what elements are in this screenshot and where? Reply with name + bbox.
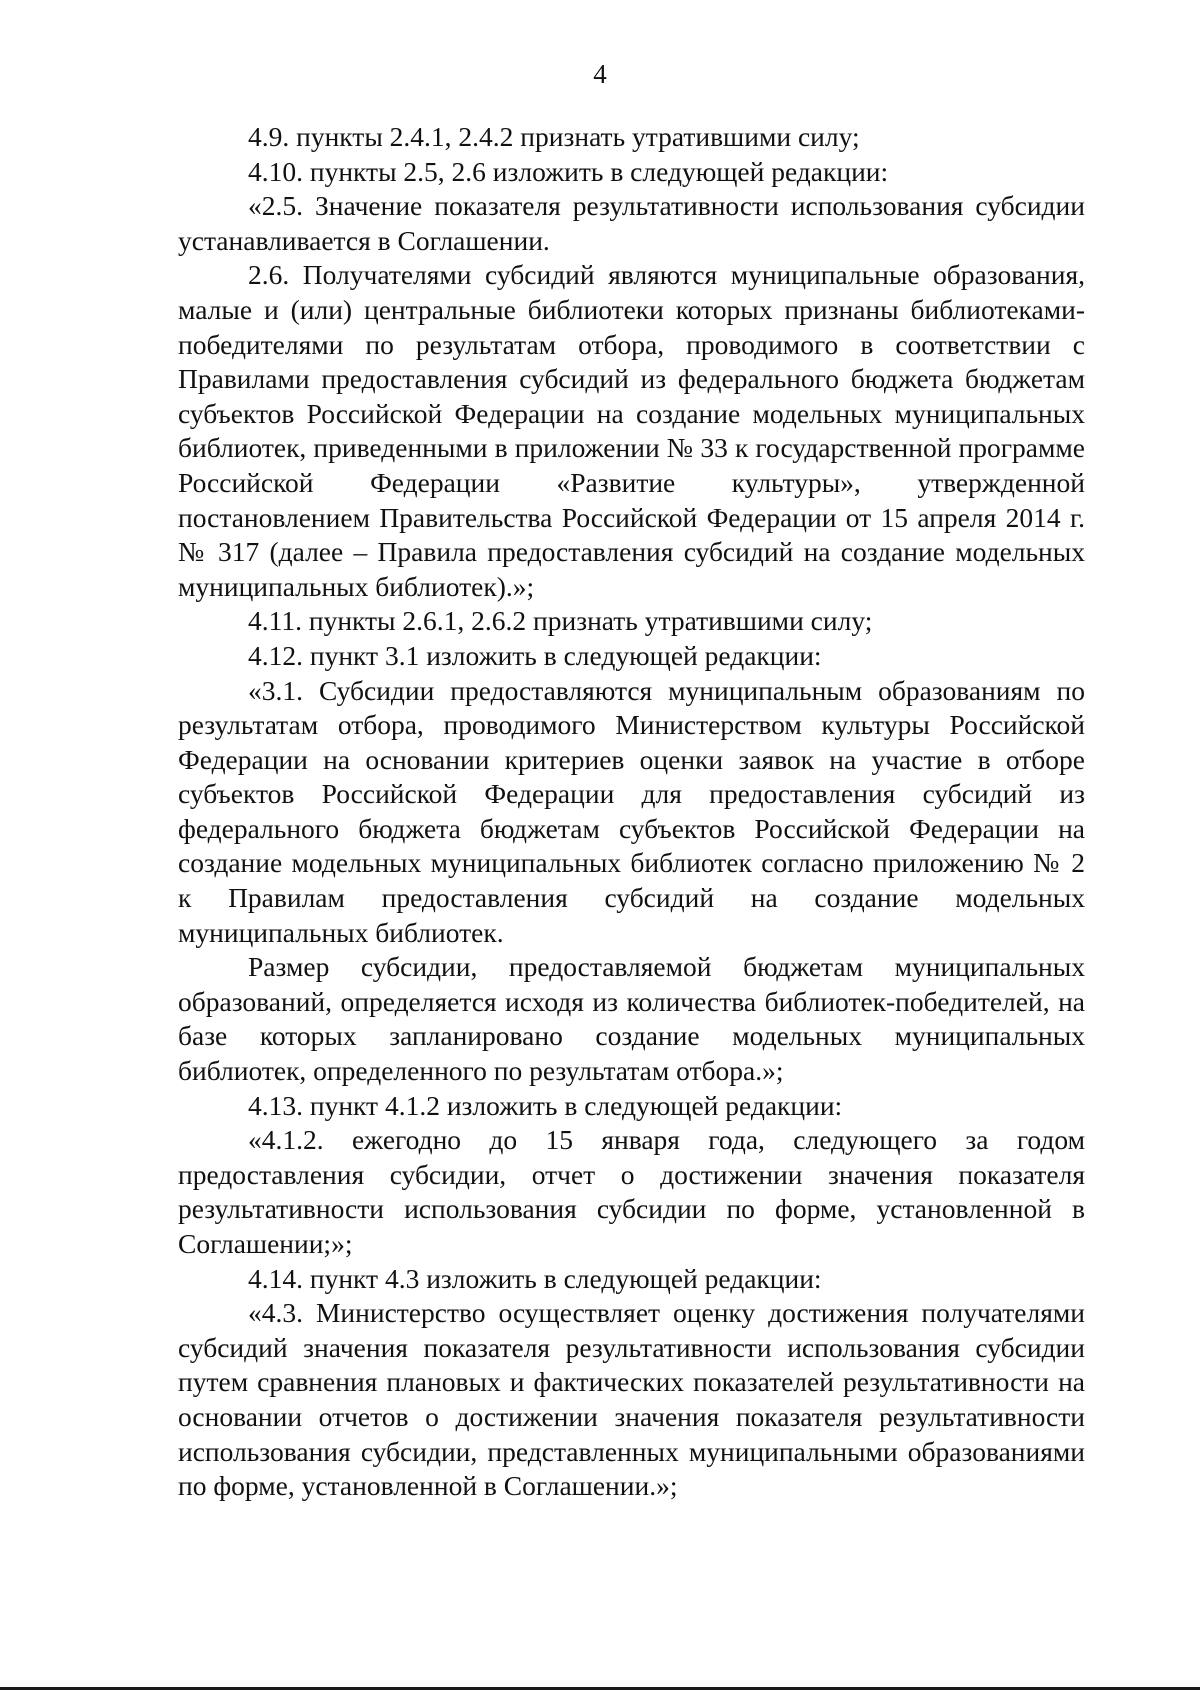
paragraph-4-13: 4.13. пункт 4.1.2 изложить в следующей редакции: bbox=[248, 1089, 843, 1121]
paragraph-4-9: 4.9. пункты 2.4.1, 2.4.2 признать утратившими силу; bbox=[248, 121, 860, 152]
paragraph-2-6: 2.6. Получателями субсидий являются муниципальные образования, малые и (или) центральные библиотеки которых признаны библиотеками-победителями по результатам отбора, проводимого в соответствии с Правилами предоставления субсидий из федерального бюджета бюджетам субъектов Российской Федерации на создание модельных муниципальных библиотек, приведенными в приложении № 33 к государственной программе Российской Федерации «Развитие культуры», утвержденной постановлением Правительства Российской Федерации от 15 апреля 2014 г. № 317 (далее – Правила предоставления субсидий на создание модельных муниципальных библиотек).»; bbox=[178, 259, 1085, 602]
paragraph-4-3: «4.3. Министерство осуществляет оценку достижения получателями субсидий значения показателя результативности использования субсидии путем сравнения плановых и фактических показателей результативности на основании отчетов о достижении значения показателя результативности использования субсидии, представленных муниципальными образованиями по форме, установленной в Соглашении.»; bbox=[178, 1297, 1085, 1502]
paragraph-4-12: 4.12. пункт 3.1 изложить в следующей редакции: bbox=[248, 639, 822, 671]
paragraph-4-11: 4.11. пункты 2.6.1, 2.6.2 признать утратившими силу; bbox=[248, 605, 873, 637]
paragraph-4-10: 4.10. пункты 2.5, 2.6 изложить в следующей редакции: bbox=[248, 155, 889, 187]
paragraph-subsidy-size: Размер субсидии, предоставляемой бюджетам муниципальных образований, определяется исходя из количества библиотек-победителей, на базе которых запланировано создание модельных муниципальных библиотек, определенного по результатам отбора.»; bbox=[178, 951, 1085, 1087]
document-body bbox=[178, 120, 1085, 1504]
paragraph-2-5: «2.5. Значение показателя результативности использования субсидии устанавливается в Соглашении. bbox=[178, 190, 1085, 256]
page-number: 4 bbox=[593, 59, 607, 89]
paragraph-4-1-2: «4.1.2. ежегодно до 15 января года, следующего за годом предоставления субсидии, отчет о достижении значения показателя результативности использования субсидии по форме, установленной в Соглашении;»; bbox=[178, 1124, 1085, 1259]
paragraph-3-1: «3.1. Субсидии предоставляются муниципальным образованиям по результатам отбора, проводимого Министерством культуры Российской Федерации на основании критериев оценки заявок на участие в отборе субъектов Российской Федерации для предоставления субсидий из федерального бюджета бюджетам субъектов Российской Федерации на создание модельных муниципальных библиотек согласно приложению № 2 к Правилам предоставления субсидий на создание модельных муниципальных библиотек. bbox=[178, 674, 1085, 948]
paragraph-4-14: 4.14. пункт 4.3 изложить в следующей редакции: bbox=[248, 1262, 822, 1294]
